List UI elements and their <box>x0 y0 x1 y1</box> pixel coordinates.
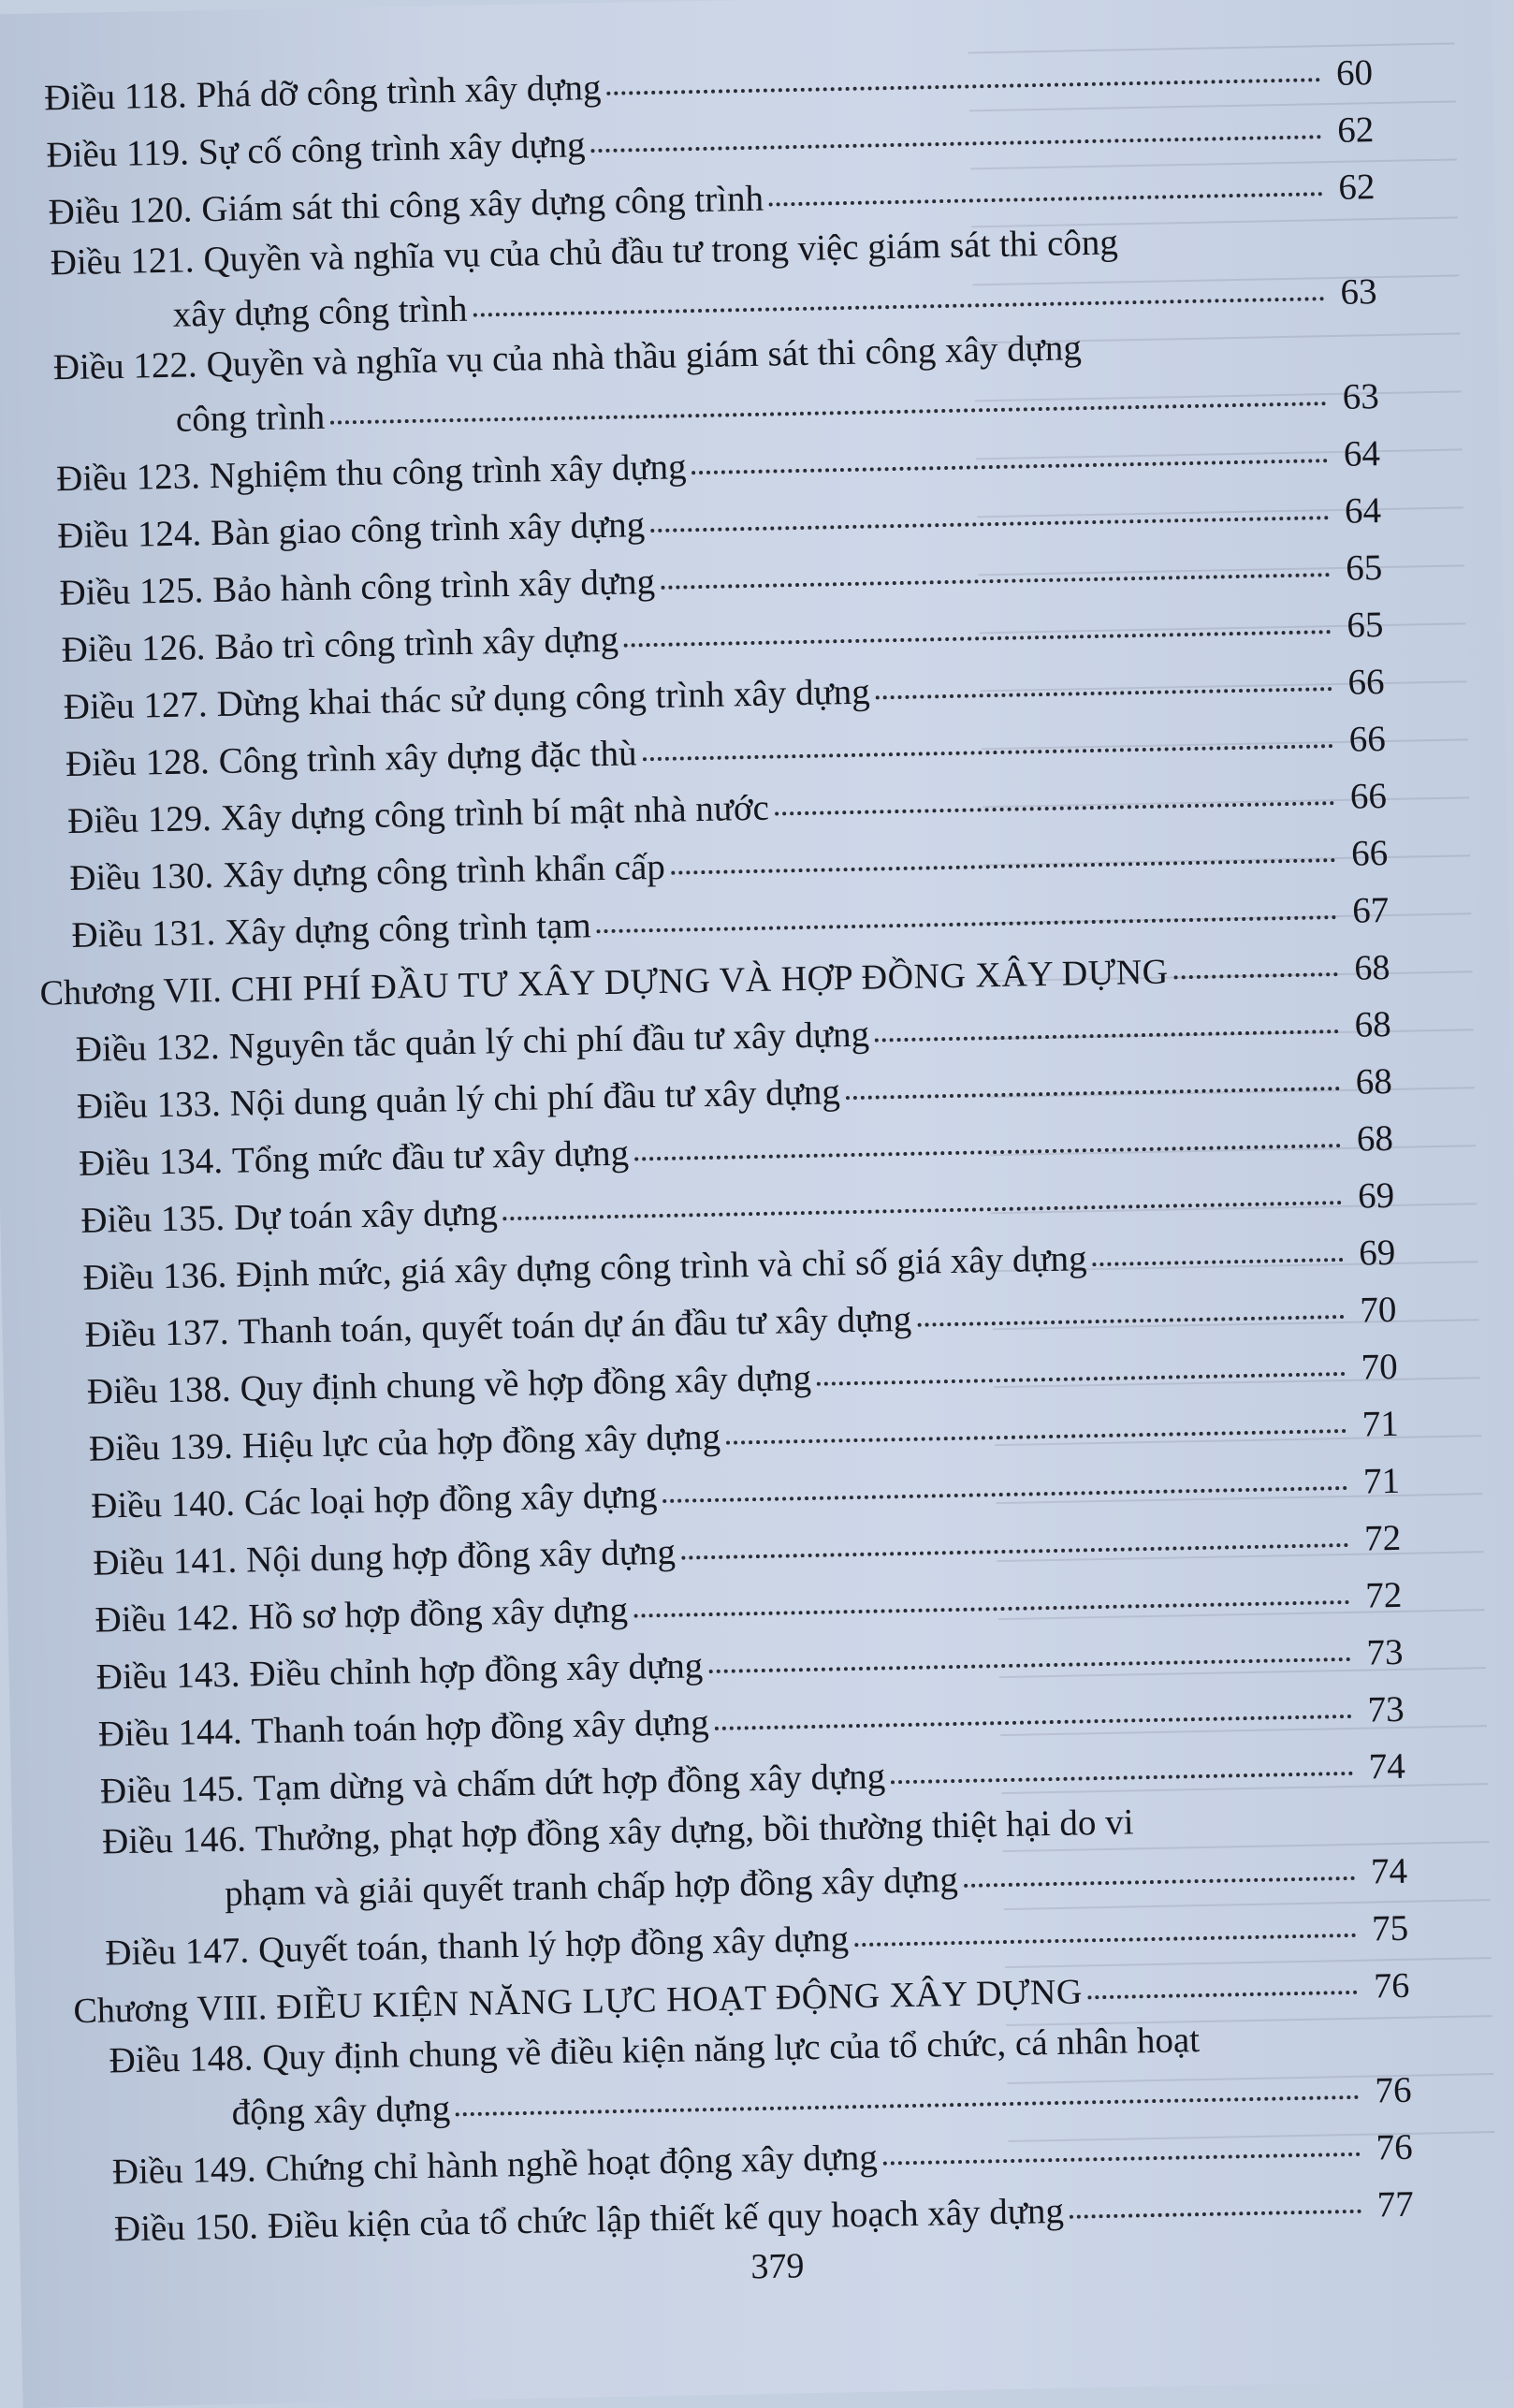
entry-page: 64 <box>1344 490 1382 532</box>
leader-dots <box>691 445 1328 475</box>
leader-dots <box>775 786 1334 815</box>
entry-page: 76 <box>1373 1965 1410 2007</box>
entry-title: Nội dung hợp đồng xây dựng <box>245 1531 677 1581</box>
entry-page: 71 <box>1361 1403 1400 1445</box>
leader-dots <box>456 2080 1360 2116</box>
entry-number: Điều 121. <box>50 240 195 284</box>
entry-title: Nguyên tắc quản lý chi phí đầu tư xây dựng <box>228 1014 870 1067</box>
entry-number: Điều 120. <box>48 189 193 233</box>
entry-page: 70 <box>1361 1346 1399 1388</box>
entry-page: 72 <box>1364 1574 1403 1616</box>
leader-dots <box>917 1300 1345 1326</box>
entry-page: 76 <box>1375 2069 1412 2111</box>
entry-title: Thanh toán hợp đồng xây dựng <box>251 1702 710 1752</box>
entry-title: Quyết toán, thanh lý hợp đồng xây dựng <box>257 1919 850 1971</box>
entry-title: Hồ sơ hợp đồng xây dựng <box>247 1589 629 1638</box>
entry-title: ĐIỀU KIỆN NĂNG LỰC HOẠT ĐỘNG XÂY DỰNG <box>275 1972 1084 2028</box>
entry-number: Điều 133. <box>76 1083 222 1127</box>
leader-dots <box>1173 958 1337 980</box>
entry-title: Các loại hợp đồng xây dựng <box>243 1475 658 1524</box>
entry-title: Phá dỡ công trình xây dựng <box>196 66 602 116</box>
leader-dots <box>650 502 1329 533</box>
entry-title: Nghiệm thu công trình xây dựng <box>209 446 687 497</box>
entry-page: 64 <box>1343 433 1381 474</box>
entry-number: Điều 149. <box>111 2149 257 2193</box>
page-number: 379 <box>750 2246 805 2287</box>
leader-dots <box>817 1357 1346 1385</box>
entry-number: Điều 129. <box>66 798 212 842</box>
entry-page: 66 <box>1349 776 1388 817</box>
leader-dots <box>1092 1243 1343 1266</box>
entry-page: 69 <box>1358 1232 1396 1274</box>
entry-page: 69 <box>1357 1175 1395 1217</box>
entry-title: Hiệu lực của hợp đồng xây dựng <box>241 1416 721 1467</box>
entry-title: Thanh toán, quyết toán dự án đầu tư xây dựng <box>238 1298 912 1352</box>
entry-number: Điều 119. <box>46 132 190 176</box>
entry-title: Điều kiện của tổ chức lập thiết kế quy hoạch xây dựng <box>267 2190 1065 2247</box>
entry-title-continued: phạm và giải quyết tranh chấp hợp đồng xây dựng <box>224 1860 959 1915</box>
entry-page: 67 <box>1351 889 1390 931</box>
entry-number: Điều 126. <box>61 627 206 671</box>
entry-number: Điều 137. <box>84 1311 229 1355</box>
leader-dots <box>661 559 1331 590</box>
entry-page: 71 <box>1362 1460 1401 1502</box>
entry-page: 63 <box>1342 376 1380 417</box>
entry-page: 77 <box>1376 2183 1415 2226</box>
entry-page: 66 <box>1348 719 1387 760</box>
leader-dots <box>769 178 1323 207</box>
entry-page: 73 <box>1367 1688 1405 1730</box>
leader-dots <box>642 729 1333 761</box>
entry-number: Điều 147. <box>104 1930 250 1974</box>
entry-title: Công trình xây dựng đặc thù <box>218 733 637 781</box>
entry-number: Điều 144. <box>97 1711 243 1755</box>
entry-page: 68 <box>1355 1060 1393 1102</box>
entry-number: Chương VIII. <box>73 1988 268 2032</box>
entry-title: Xây dựng công trình bí mật nhà nước <box>220 787 770 839</box>
entry-number: Điều 122. <box>52 344 198 388</box>
leader-dots <box>503 1186 1343 1220</box>
leader-dots <box>606 64 1320 95</box>
entry-number: Điều 143. <box>95 1654 240 1698</box>
leader-dots <box>634 1129 1341 1160</box>
entry-page: 66 <box>1350 832 1389 874</box>
entry-title-continued: xây dựng công trình <box>172 288 468 335</box>
entry-page: 74 <box>1370 1850 1408 1892</box>
entry-page: 62 <box>1336 109 1375 151</box>
entry-number: Điều 146. <box>101 1818 247 1862</box>
leader-dots <box>875 673 1332 700</box>
entry-title: Nội dung quản lý chi phí đầu tư xây dựng <box>229 1072 841 1124</box>
leader-dots <box>662 1471 1347 1503</box>
entry-page: 68 <box>1356 1117 1394 1160</box>
leader-dots <box>1070 2195 1361 2219</box>
entry-page: 76 <box>1376 2126 1414 2168</box>
entry-number: Điều 132. <box>75 1027 221 1070</box>
leader-dots <box>473 283 1325 317</box>
entry-page: 65 <box>1346 605 1384 646</box>
entry-page: 68 <box>1354 947 1390 988</box>
entry-title: Bảo hành công trình xây dựng <box>211 561 656 611</box>
entry-title: Chứng chỉ hành nghề hoạt động xây dựng <box>265 2137 879 2190</box>
entry-number: Điều 124. <box>56 513 202 557</box>
entry-number: Điều 123. <box>55 456 201 500</box>
entry-title-continued: công trình <box>175 396 326 440</box>
entry-number: Điều 135. <box>80 1197 226 1241</box>
leader-dots <box>714 1700 1351 1730</box>
entry-number: Điều 140. <box>90 1482 236 1526</box>
entry-number: Điều 131. <box>71 912 216 956</box>
leader-dots <box>1088 1977 1358 2000</box>
entry-page: 74 <box>1368 1745 1406 1788</box>
entry-title: CHI PHÍ ĐẦU TƯ XÂY DỰNG VÀ HỢP ĐỒNG XÂY DỰNG <box>230 952 1170 1010</box>
entry-page: 70 <box>1360 1289 1397 1331</box>
leader-dots <box>681 1528 1349 1559</box>
entry-page: 65 <box>1345 547 1383 589</box>
table-of-contents <box>39 44 1415 2258</box>
entry-number: Điều 136. <box>82 1254 227 1298</box>
entry-title: Quy định chung về điều kiện năng lực của tổ chức, cá nhân hoạt <box>261 2020 1201 2079</box>
leader-dots <box>597 900 1337 933</box>
entry-title: Định mức, giá xây dựng công trình và chỉ số giá xây dựng <box>235 1238 1087 1295</box>
entry-number: Điều 150. <box>113 2206 259 2250</box>
leader-dots <box>883 2138 1361 2165</box>
entry-number: Điều 130. <box>68 855 214 899</box>
entry-number: Điều 128. <box>65 741 211 785</box>
entry-number: Điều 142. <box>95 1597 240 1641</box>
entry-title-continued: động xây dựng <box>231 2088 451 2133</box>
entry-title: Dự toán xây dựng <box>233 1192 499 1238</box>
leader-dots <box>963 1861 1355 1888</box>
entry-title: Điều chỉnh hợp đồng xây dựng <box>249 1645 704 1695</box>
entry-number: Điều 148. <box>109 2037 254 2081</box>
entry-number: Điều 145. <box>99 1768 245 1812</box>
leader-dots <box>891 1757 1353 1784</box>
entry-title: Thưởng, phạt hợp đồng xây dựng, bồi thường thiệt hại do vi <box>255 1802 1134 1860</box>
entry-page: 60 <box>1335 52 1374 94</box>
leader-dots <box>633 1585 1350 1617</box>
entry-title: Giám sát thi công xây dựng công trình <box>201 178 764 230</box>
entry-title: Tổng mức đầu tư xây dựng <box>231 1132 630 1181</box>
entry-number: Điều 127. <box>63 684 209 728</box>
leader-dots <box>854 1919 1356 1947</box>
entry-number: Điều 125. <box>59 570 204 614</box>
leader-dots <box>846 1072 1340 1100</box>
leader-dots <box>671 843 1336 874</box>
entry-page: 63 <box>1340 271 1377 313</box>
entry-title: Quy định chung về hợp đồng xây dựng <box>240 1357 812 1409</box>
entry-title: Bảo trì công trình xây dựng <box>214 619 619 668</box>
entry-title: Sự cố công trình xây dựng <box>197 124 586 173</box>
leader-dots <box>875 1014 1339 1042</box>
leader-dots <box>330 387 1327 425</box>
entry-page: 62 <box>1337 167 1376 208</box>
entry-title: Bàn giao công trình xây dựng <box>210 504 646 554</box>
entry-page: 73 <box>1366 1631 1404 1673</box>
entry-title: Xây dựng công trình khẩn cấp <box>222 846 666 896</box>
leader-dots <box>708 1642 1351 1673</box>
entry-title: Tạm dừng và chấm dứt hợp đồng xây dựng <box>253 1756 886 1809</box>
leader-dots <box>726 1414 1347 1444</box>
entry-page: 75 <box>1371 1907 1409 1949</box>
entry-number: Điều 139. <box>88 1425 234 1469</box>
entry-title: Xây dựng công trình tạm <box>224 905 592 953</box>
leader-dots <box>624 616 1332 648</box>
entry-page: 72 <box>1363 1517 1402 1559</box>
entry-number: Điều 138. <box>86 1368 232 1412</box>
leader-dots <box>590 121 1321 153</box>
entry-page: 66 <box>1347 662 1385 703</box>
entry-page: 68 <box>1354 1003 1391 1045</box>
entry-number: Điều 141. <box>92 1540 238 1583</box>
entry-number: Chương VII. <box>39 970 223 1014</box>
entry-title: Quyền và nghĩa vụ của nhà thầu giám sát thi công xây dựng <box>206 328 1083 386</box>
entry-title: Dừng khai thác sử dụng công trình xây dựng <box>216 671 871 724</box>
entry-number: Điều 134. <box>78 1140 224 1184</box>
entry-number: Điều 118. <box>43 75 188 119</box>
entry-title: Quyền và nghĩa vụ của chủ đầu tư trong việc giám sát thi công <box>203 222 1119 281</box>
